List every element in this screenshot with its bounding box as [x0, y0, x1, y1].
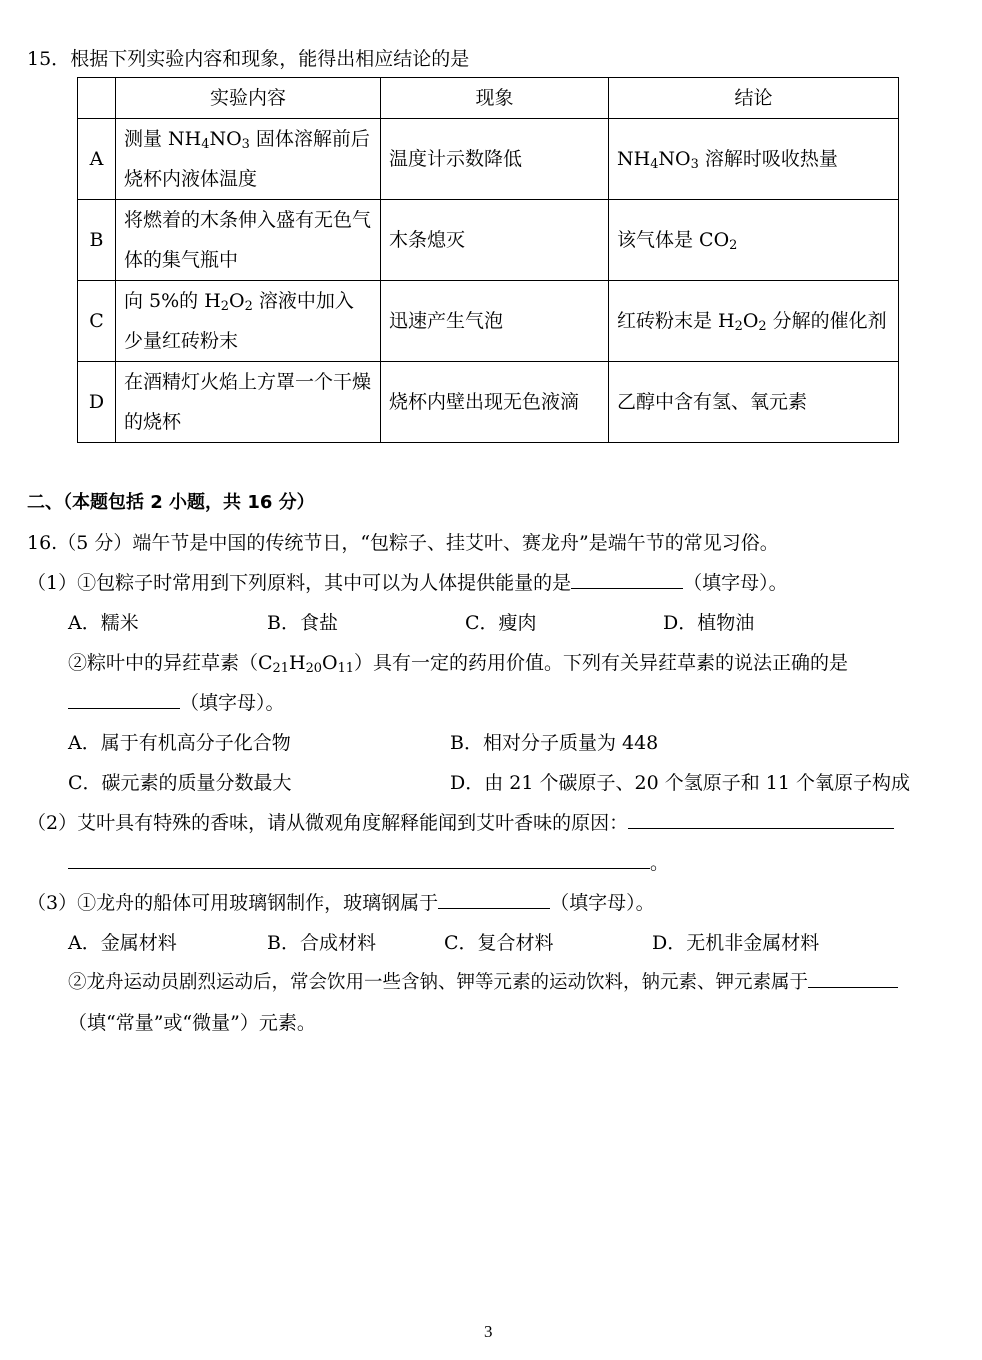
header-blank [78, 78, 116, 119]
row-label: B [78, 200, 116, 281]
row-content: 向 5%的 $H_2O_2$ 溶液中加入少量红砖粉末 [116, 281, 381, 362]
option: D．无机非金属材料 [652, 932, 820, 954]
table-row [78, 362, 899, 443]
option: D．由 21 个碳原子、20 个氢原子和 11 个氧原子构成 [450, 772, 910, 794]
row-label: C [78, 281, 116, 362]
option: A．属于有机高分子化合物 [68, 732, 291, 754]
q16-part3-1: （3）①龙舟的船体可用玻璃钢制作，玻璃钢属于 （填字母）。 [27, 892, 655, 914]
table-header-row [78, 78, 899, 119]
q16-part1-1: （1）①包粽子时常用到下列原料，其中可以为人体提供能量的是 （填字母）。 [27, 572, 788, 594]
option: C．瘦肉 [465, 612, 537, 634]
header-phenomenon: 现象 [381, 78, 609, 119]
q16-intro: 16.（5 分）端午节是中国的传统节日，“包粽子、挂艾叶、赛龙舟”是端午节的常见习俗。 [27, 532, 779, 554]
answer-blank[interactable] [68, 850, 650, 869]
row-conclusion: 乙醇中含有氢、氧元素 [609, 362, 899, 443]
table-row [78, 200, 899, 281]
header-content: 实验内容 [116, 78, 381, 119]
row-label: A [78, 119, 116, 200]
section-heading: 二、（本题包括 2 小题，共 16 分） [27, 492, 315, 513]
answer-blank[interactable] [628, 810, 894, 829]
q15-text: 根据下列实验内容和现象，能得出相应结论的是 [70, 48, 470, 70]
q16-part1-2: ②粽叶中的异荭草素$(C_{21}H_{20}O_{11})$具有一定的药用价值。下列有关异荭草素的说法正确的是 [68, 652, 849, 677]
row-phenomenon: 木条熄灭 [381, 200, 609, 281]
row-conclusion: 红砖粉末是 $H_2O_2$ 分解的催化剂 [609, 281, 899, 362]
row-content: 测量 $NH_4NO_3$ 固体溶解前后烧杯内液体温度 [116, 119, 381, 200]
row-phenomenon: 迅速产生气泡 [381, 281, 609, 362]
row-conclusion: $NH_4NO_3$ 溶解时吸收热量 [609, 119, 899, 200]
q16-part2: （2）艾叶具有特殊的香味，请从微观角度解释能闻到艾叶香味的原因： [27, 808, 894, 835]
row-content: 将燃着的木条伸入盛有无色气体的集气瓶中 [116, 200, 381, 281]
table-row [78, 281, 899, 362]
row-content: 在酒精灯火焰上方罩一个干燥的烧杯 [116, 362, 381, 443]
row-label: D [78, 362, 116, 443]
row-phenomenon: 烧杯内壁出现无色液滴 [381, 362, 609, 443]
option: A．金属材料 [68, 932, 177, 954]
answer-blank[interactable] [571, 570, 683, 589]
option: C．复合材料 [444, 932, 554, 954]
option: C．碳元素的质量分数最大 [68, 772, 292, 794]
option: A．糯米 [68, 612, 139, 634]
row-conclusion: 该气体是 $CO_2$ [609, 200, 899, 281]
answer-blank[interactable] [68, 690, 180, 709]
answer-blank[interactable] [438, 890, 550, 909]
option: B．相对分子质量为 448 [450, 732, 659, 754]
option: B．合成材料 [267, 932, 376, 954]
row-phenomenon: 温度计示数降低 [381, 119, 609, 200]
header-conclusion: 结论 [609, 78, 899, 119]
q15-table [77, 77, 899, 443]
q16-part1-2-fill: （填字母）。 [68, 688, 285, 715]
page-number: 3 [484, 1322, 493, 1341]
option: D．植物油 [663, 612, 755, 634]
q15-stem [27, 44, 469, 71]
option: B．食盐 [267, 612, 338, 634]
table-row [78, 119, 899, 200]
q15-number: 15． [27, 48, 71, 70]
answer-blank[interactable] [808, 969, 898, 988]
q16-part3-2-line2: （填“常量”或“微量”）元素。 [68, 1012, 316, 1034]
q16-part3-2: ②龙舟运动员剧烈运动后，常会饮用一些含钠、钾等元素的运动饮料，钠元素、钾元素属于 [68, 968, 898, 994]
q16-part2-line2: 。 [68, 848, 669, 875]
